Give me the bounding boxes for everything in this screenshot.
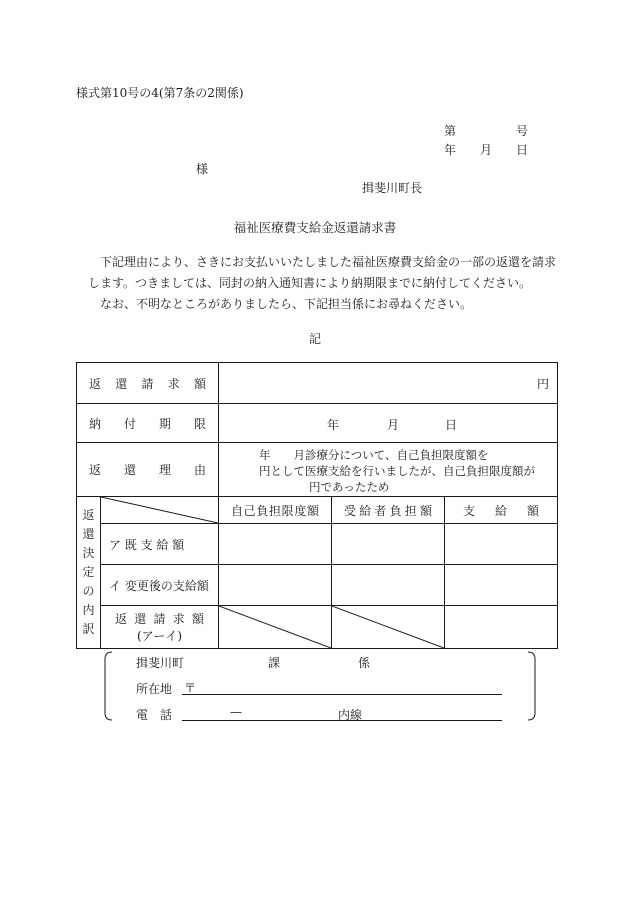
breakdown-section-label [77,497,101,649]
row-refund-request [77,606,558,649]
section-char-4: の [82,584,95,598]
phone-dash: — [230,705,242,719]
refund-amount-unit: 円 [219,363,558,404]
due-date-label: 納付期限 [77,404,219,443]
row-due-date [77,404,558,443]
phone-label: 電 話 [136,708,173,722]
col-header-payment: 支給額 [445,497,558,524]
refund-request-recipient [332,606,445,649]
already-paid-label: ア 既 支 給 額 [101,524,219,565]
date-month: 月 [480,143,493,157]
section-char-1: 還 [82,527,95,541]
body-paragraph-2: なお、不明なところがありましたら、下記担当係にお尋ねください。 [100,297,473,311]
phone-line [182,720,502,721]
extension-label: 内線 [338,708,363,722]
after-change-label: イ 変更後の支給額 [101,565,219,606]
row-after-change [77,565,558,606]
row-already-paid [77,524,558,565]
number-dai: 第 [444,124,457,138]
section-char-2: 決 [82,546,95,560]
after-change-recipient [332,565,445,606]
refund-request-self-limit [219,606,332,649]
addressee: 様 [196,162,209,176]
section-char-6: 訳 [82,622,95,636]
row-reason [77,443,558,497]
section-char-3: 定 [82,565,95,579]
col-header-recipient-burden: 受給者負担額 [332,497,445,524]
col-header-self-limit: 自己負担限度額 [219,497,332,524]
refund-request-line-2: (アーイ) [137,629,183,643]
body-text [88,252,558,315]
reason-line-2: 円として医療支給を行いましたが、自己負担限度額が [259,464,536,478]
row-breakdown-header [77,497,558,524]
contact-kakari: 係 [358,656,371,670]
reason-line-1: 年 月診療分について、自己負担限度額を [259,448,489,462]
already-paid-self-limit [219,524,332,565]
refund-amount-label: 返還請求額 [77,363,219,404]
due-date-value [219,404,558,443]
address-label: 所在地 [136,682,173,696]
due-day: 日 [445,418,458,432]
contact-town: 揖斐川町 [136,656,185,670]
contact-ka: 課 [268,656,281,670]
section-char-0: 返 [82,508,95,522]
already-paid-payment [445,524,558,565]
address-line [182,694,502,695]
body-paragraph-1: 下記理由により、さきにお支払いいたしました福祉医療費支給金の一部の返還を請求します。つきましては、同封の納入通知書により納期限までに納付してください。 [88,255,557,290]
header-diagonal-cell [101,497,219,524]
already-paid-recipient [332,524,445,565]
document-title: 福祉医療費支給金返還請求書 [233,220,397,235]
refund-request-label [101,606,219,649]
reason-text [219,443,558,497]
diagonal-line [101,497,218,523]
due-month: 月 [387,418,400,432]
ki-heading: 記 [308,332,321,346]
postal-mark: 〒 [184,681,197,695]
sender: 揖斐川町長 [362,181,423,195]
after-change-self-limit [219,565,332,606]
date-day: 日 [516,143,529,157]
refund-request-payment [445,606,558,649]
form-id: 様式第10号の4(第7条の2関係) [76,86,244,100]
diagonal-line [219,606,331,648]
reason-line-3: 円であったため [309,480,390,494]
refund-request-line-1: 返還請求額 [115,612,205,626]
diagonal-line [332,606,444,648]
reason-label: 返還理由 [77,443,219,497]
after-change-payment [445,565,558,606]
number-go: 号 [516,124,529,138]
refund-table [76,362,558,649]
date-year: 年 [444,143,457,157]
contact-box [104,651,536,721]
section-char-5: 内 [82,603,95,617]
due-year: 年 [327,418,340,432]
row-refund-amount [77,363,558,404]
